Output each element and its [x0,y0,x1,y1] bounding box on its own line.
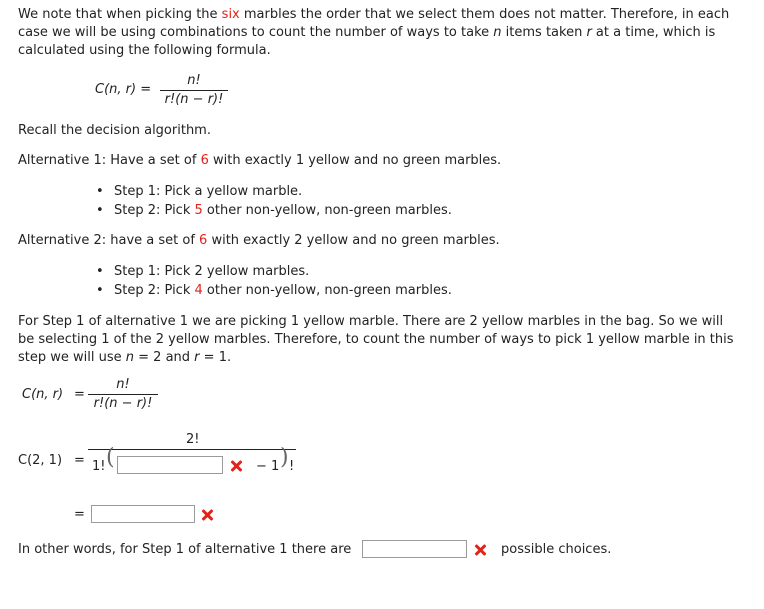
bullet-icon: • [96,264,104,279]
intro-line-3: calculated using the following formula. [18,43,271,58]
alt2-step-2 [96,282,696,301]
alt1-step-2 [96,202,696,221]
intro-text: We note that when picking the [18,7,222,22]
alt2-step-1-text: Step 1: Pick 2 yellow marbles. [114,264,310,279]
alt2-step-1 [96,263,696,282]
explain-text: step we will use [18,350,126,365]
formula2-denominator: r!(n − r)! [93,396,153,411]
left-paren-icon: ( [106,445,115,470]
formula-denominator: r!(n − r)! [164,92,224,107]
var-n: n [493,25,502,40]
bullet-icon: • [96,283,104,298]
alt2-text: with exactly 2 yellow and no green marbles. [207,233,500,248]
calc-result-input[interactable] [91,505,195,523]
incorrect-x-icon [230,460,242,472]
intro-text: at a time, which is [591,25,716,40]
alt1-text: Alternative 1: Have a set of [18,153,201,168]
calc-numerator: 2! [186,432,200,447]
explain-text: = 2 and [134,350,195,365]
incorrect-x-icon [474,544,486,556]
explain-line-1: For Step 1 of alternative 1 we are picking 1 yellow marble. There are 2 yellow marbles in the bag. So we will [18,314,724,329]
intro-line-2 [18,24,748,42]
formula2-equals: = [74,387,85,402]
alt1-step-2-number: 5 [194,203,203,218]
recall-text: Recall the decision algorithm. [18,123,211,138]
conclusion-text-b: possible choices. [501,542,612,557]
alt2-text: Alternative 2: have a set of [18,233,200,248]
alt1-text: with exactly 1 yellow and no green marbles. [208,153,502,168]
calc-fraction-bar [88,449,296,450]
bullet-icon: • [96,184,104,199]
alt1-step-2-text: Step 2: Pick [114,203,195,218]
calc-denominator-input[interactable] [117,456,223,474]
alt1-step-1 [96,183,696,202]
alternative-1 [18,152,748,170]
explain-text: = 1. [199,350,232,365]
alt2-steps [96,263,696,301]
calc-equals-2: = [74,507,85,522]
calc-den-minus: − 1 [256,459,280,474]
alt2-step-2-text: Step 2: Pick [114,283,195,298]
alt1-step-1-text: Step 1: Pick a yellow marble. [114,184,303,199]
var-r: r [194,350,200,365]
formula2-numerator: n! [116,377,130,392]
intro-line-1 [18,6,748,24]
alt2-number: 6 [199,233,208,248]
conclusion-text-a: In other words, for Step 1 of alternative 1 there are [18,542,352,557]
var-r: r [586,25,592,40]
formula-lhs: C(n, r) = [95,82,152,97]
highlight-six: six [221,7,240,22]
formula2-fraction [88,376,158,413]
alt1-step-2-text: other non-yellow, non-green marbles. [202,203,452,218]
possible-choices-input[interactable] [362,540,467,558]
bullet-icon: • [96,203,104,218]
calc-equals: = [74,453,85,468]
right-paren-icon: ) [280,445,289,470]
incorrect-x-icon [201,509,213,521]
calc-lhs: C(2, 1) [18,453,63,468]
alt2-step-2-text: other non-yellow, non-green marbles. [202,283,452,298]
intro-text: marbles the order that we select them does not matter. Therefore, in each [239,7,730,22]
intro-text: case we will be using combinations to count the number of ways to take [18,25,494,40]
alt1-number: 6 [200,153,209,168]
calc-den-prefix: 1! [92,459,106,474]
calc-den-suffix: ! [289,459,295,474]
intro-text: items taken [501,25,587,40]
formula2-lhs: C(n, r) [22,387,64,402]
alt2-step-2-number: 4 [194,283,203,298]
alternative-2 [18,232,748,250]
formula-numerator: n! [187,73,201,88]
var-n: n [125,350,135,365]
explain-line-3 [18,349,748,367]
explain-line-2: be selecting 1 of the 2 yellow marbles. Therefore, to count the number of ways to pick 1 yellow marble in this [18,332,734,347]
alt1-steps [96,183,696,221]
formula-fraction [160,72,228,109]
